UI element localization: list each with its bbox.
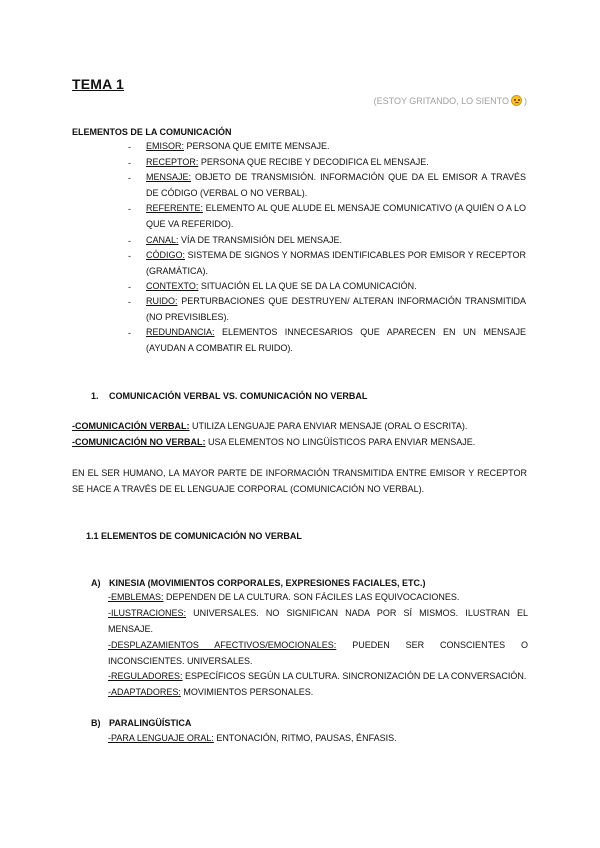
- para-heading: PARALINGÜÍSTICA: [109, 718, 192, 728]
- para-item-oral: [108, 731, 528, 747]
- worried-face-icon: [511, 95, 522, 106]
- list-dash: -: [128, 158, 131, 168]
- list-item-canal: [146, 233, 526, 249]
- letter-a: A): [91, 578, 101, 588]
- kinesia-item-adaptadores: [108, 685, 528, 701]
- list-item-referente: [146, 201, 526, 232]
- term-mensaje: MENSAJE:: [146, 172, 192, 182]
- noverbal-line: [72, 436, 475, 448]
- list-item-codigo: [146, 248, 526, 279]
- list-dash: -: [128, 236, 131, 246]
- list-item-mensaje: [146, 170, 526, 201]
- list-item-ruido: [146, 294, 526, 325]
- list-dash: -: [128, 142, 131, 152]
- kinesia-item-emblemas: [108, 590, 528, 606]
- list-item-receptor: [146, 155, 526, 171]
- term-noverbal: -COMUNICACIÓN NO VERBAL:: [72, 437, 206, 447]
- desc-mensaje: OBJETO DE TRANSMISIÓN. INFORMACIÓN QUE DA EL EMISOR A TRAVÉS DE CÓDIGO (VERBAL O NO VERBAL).: [146, 172, 526, 198]
- section-heading-elements: ELEMENTOS DE LA COMUNICACIÓN: [72, 127, 232, 137]
- term-para-oral: -PARA LENGUAJE ORAL:: [108, 733, 214, 743]
- term-receptor: RECEPTOR:: [146, 157, 199, 167]
- list-dash: -: [128, 297, 131, 307]
- verbal-line: [72, 420, 467, 432]
- term-referente: REFERENTE:: [146, 203, 204, 213]
- desc-codigo: SISTEMA DE SIGNOS Y NORMAS IDENTIFICABLES POR EMISOR Y RECEPTOR (GRAMÁTICA).: [146, 250, 526, 276]
- kinesia-heading: KINESIA (MOVIMIENTOS CORPORALES, EXPRESIONES FACIALES, ETC.): [109, 578, 426, 588]
- desc-emisor: PERSONA QUE EMITE MENSAJE.: [184, 141, 330, 151]
- letter-b: B): [91, 718, 101, 728]
- desc-canal: VÍA DE TRANSMISIÓN DEL MENSAJE.: [178, 235, 343, 245]
- list-dash: -: [128, 328, 131, 338]
- term-verbal: -COMUNICACIÓN VERBAL:: [72, 421, 190, 431]
- term-canal: CANAL:: [146, 235, 179, 245]
- section-heading-1: COMUNICACIÓN VERBAL VS. COMUNICACIÓN NO VERBAL: [109, 391, 368, 401]
- list-dash: -: [128, 282, 131, 292]
- kinesia-item-desplazamientos: [108, 638, 528, 669]
- section-number-1: 1.: [91, 391, 99, 401]
- page-title: TEMA 1: [72, 76, 125, 92]
- desc-ruido: PERTURBACIONES QUE DESTRUYEN/ ALTERAN INFORMACIÓN TRANSMITIDA (NO PREVISIBLES).: [146, 296, 526, 322]
- desc-contexto: SITUACIÓN EL LA QUE SE DA LA COMUNICACIÓN.: [198, 281, 417, 291]
- term-codigo: CÓDIGO:: [146, 250, 186, 260]
- term-contexto: CONTEXTO:: [146, 281, 199, 291]
- desc-reguladores: ESPECÍFICOS SEGÚN LA CULTURA. SINCRONIZACIÓN DE LA CONVERSACIÓN.: [182, 671, 527, 681]
- term-emisor: EMISOR:: [146, 141, 185, 151]
- list-dash: -: [128, 204, 131, 214]
- desc-desplazamientos: PUEDEN SER CONSCIENTES O INCONSCIENTES. UNIVERSALES.: [108, 640, 528, 666]
- desc-redundancia: ELEMENTOS INNECESARIOS QUE APARECEN EN UN MENSAJE (AYUDAN A COMBATIR EL RUIDO).: [146, 327, 526, 353]
- desc-ilustraciones: UNIVERSALES. NO SIGNIFICAN NADA POR SÍ MISMOS. ILUSTRAN EL MENSAJE.: [108, 608, 528, 634]
- list-item-emisor: [146, 139, 526, 155]
- kinesia-item-ilustraciones: [108, 606, 528, 637]
- term-desplazamientos: -DESPLAZAMIENTOS AFECTIVOS/EMOCIONALES:: [108, 640, 337, 650]
- term-adaptadores: -ADAPTADORES:: [108, 687, 181, 697]
- side-note-close: ): [524, 95, 527, 106]
- desc-referente: ELEMENTO AL QUE ALUDE EL MENSAJE COMUNICATIVO (A QUIÉN O A LO QUE VA REFERIDO).: [146, 203, 526, 229]
- side-note-text: (ESTOY GRITANDO, LO SIENTO: [373, 95, 509, 106]
- kinesia-item-reguladores: [108, 669, 528, 685]
- paragraph-corporal: EN EL SER HUMANO, LA MAYOR PARTE DE INFORMACIÓN TRANSMITIDA ENTRE EMISOR Y RECEPTOR SE HACE A TRAVÉS DE EL LENGUAJE CORPORAL (COMUNICACIÓN NO VERBAL).: [72, 468, 527, 494]
- desc-para-oral: ENTONACIÓN, RITMO, PAUSAS, ÉNFASIS.: [213, 733, 397, 743]
- list-dash: -: [128, 251, 131, 261]
- term-reguladores: -REGULADORES:: [108, 671, 183, 681]
- term-ruido: RUIDO:: [146, 296, 178, 306]
- list-dash: -: [128, 173, 131, 183]
- section-heading-1-1: 1.1 ELEMENTOS DE COMUNICACIÓN NO VERBAL: [86, 531, 302, 541]
- side-note: [374, 95, 527, 106]
- desc-receptor: PERSONA QUE RECIBE Y DECODIFICA EL MENSAJE.: [198, 157, 429, 167]
- term-redundancia: REDUNDANCIA:: [146, 327, 215, 337]
- list-item-redundancia: [146, 325, 526, 356]
- desc-verbal: UTILIZA LENGUAJE PARA ENVIAR MENSAJE (ORAL O ESCRITA).: [189, 421, 468, 431]
- term-ilustraciones: -ILUSTRACIONES:: [108, 608, 187, 618]
- desc-emblemas: DEPENDEN DE LA CULTURA. SON FÁCILES LAS EQUIVOCACIONES.: [163, 592, 460, 602]
- list-item-contexto: [146, 279, 526, 295]
- desc-noverbal: USA ELEMENTOS NO LINGÜÍSTICOS PARA ENVIAR MENSAJE.: [205, 437, 476, 447]
- term-emblemas: -EMBLEMAS:: [108, 592, 164, 602]
- desc-adaptadores: MOVIMIENTOS PERSONALES.: [180, 687, 314, 697]
